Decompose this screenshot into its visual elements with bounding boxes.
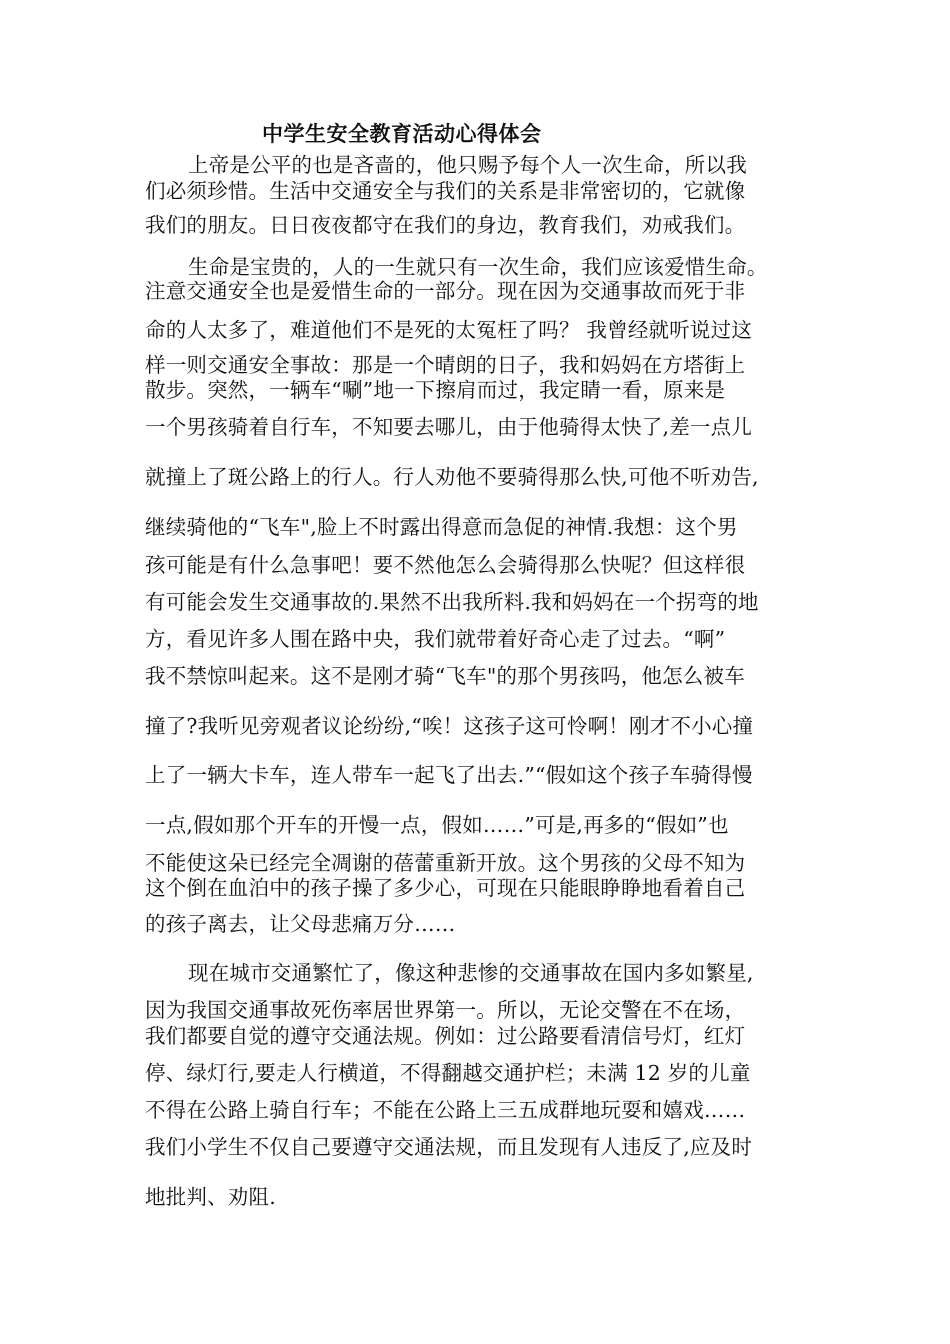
paragraph-line: 停、绿灯行,要走人行横道，不得翻越交通护栏；未满 12 岁的儿童 <box>145 1061 751 1085</box>
paragraph-line: 我们小学生不仅自己要遵守交通法规，而且发现有人违反了,应及时 <box>145 1135 753 1159</box>
paragraph-line: 现在城市交通繁忙了，像这种悲惨的交通事故在国内多如繁星, <box>188 961 754 985</box>
paragraph-line: 我们的朋友。日日夜夜都守在我们的身边，教育我们，劝戒我们。 <box>145 213 746 237</box>
paragraph-line: 命的人太多了，难道他们不是死的太冤枉了吗？ 我曾经就听说过这 <box>145 318 753 342</box>
paragraph-line: 继续骑他的“飞车",脸上不时露出得意而急促的神情.我想：这个男 <box>145 515 738 539</box>
paragraph-line: 散步。突然，一辆车“唰”地一下擦肩而过，我定睛一看，原来是 <box>145 378 726 402</box>
paragraph-line: 注意交通安全也是爱惜生命的一部分。现在因为交通事故而死于非 <box>145 279 746 303</box>
paragraph-line: 不能使这朵已经完全凋谢的蓓蕾重新开放。这个男孩的父母不知为 <box>145 851 746 875</box>
paragraph-line: 们必须珍惜。生活中交通安全与我们的关系是非常密切的，它就像 <box>145 179 746 203</box>
paragraph-line: 样一则交通安全事故：那是一个晴朗的日子，我和妈妈在方塔街上 <box>145 353 746 377</box>
paragraph-line: 的孩子离去，让父母悲痛万分…… <box>145 912 456 936</box>
paragraph-line: 因为我国交通事故死伤率居世界第一。所以，无论交警在不在场， <box>145 998 746 1022</box>
paragraph-line: 孩可能是有什么急事吧！要不然他怎么会骑得那么快呢？但这样很 <box>145 553 746 577</box>
paragraph-line: 有可能会发生交通事故的.果然不出我所料.我和妈妈在一个拐弯的地 <box>145 590 759 614</box>
paragraph-line: 不得在公路上骑自行车；不能在公路上三五成群地玩耍和嬉戏…… <box>145 1098 746 1122</box>
paragraph-line: 一个男孩骑着自行车，不知要去哪儿，由于他骑得太快了,差一点儿 <box>145 415 753 439</box>
paragraph-line: 这个倒在血泊中的孩子操了多少心，可现在只能眼睁睁地看着自己 <box>145 876 746 900</box>
paragraph-line: 上了一辆大卡车，连人带车一起飞了出去.”“假如这个孩子车骑得慢 <box>145 763 753 787</box>
paragraph-line: 我不禁惊叫起来。这不是刚才骑“飞车"的那个男孩吗，他怎么被车 <box>145 664 745 688</box>
paragraph-line: 一点,假如那个开车的开慢一点，假如……”可是,再多的“假如”也 <box>145 813 729 837</box>
paragraph-line: 生命是宝贵的，人的一生就只有一次生命，我们应该爱惜生命。 <box>188 255 768 279</box>
paragraph-line: 就撞上了斑公路上的行人。行人劝他不要骑得那么快,可他不听劝告, <box>145 465 759 489</box>
paragraph-line: 方，看见许多人围在路中央，我们就带着好奇心走了过去。“啊” <box>145 627 726 651</box>
paragraph-line: 撞了?我听见旁观者议论纷纷,“唉！这孩子这可怜啊！刚才不小心撞 <box>145 714 754 738</box>
document-title: 中学生安全教育活动心得体会 <box>262 122 542 146</box>
paragraph-line: 我们都要自觉的遵守交通法规。例如：过公路要看清信号灯，红灯 <box>145 1024 746 1048</box>
paragraph-line: 地批判、劝阻. <box>145 1185 276 1209</box>
paragraph-line: 上帝是公平的也是吝啬的，他只赐予每个人一次生命，所以我 <box>188 153 747 177</box>
